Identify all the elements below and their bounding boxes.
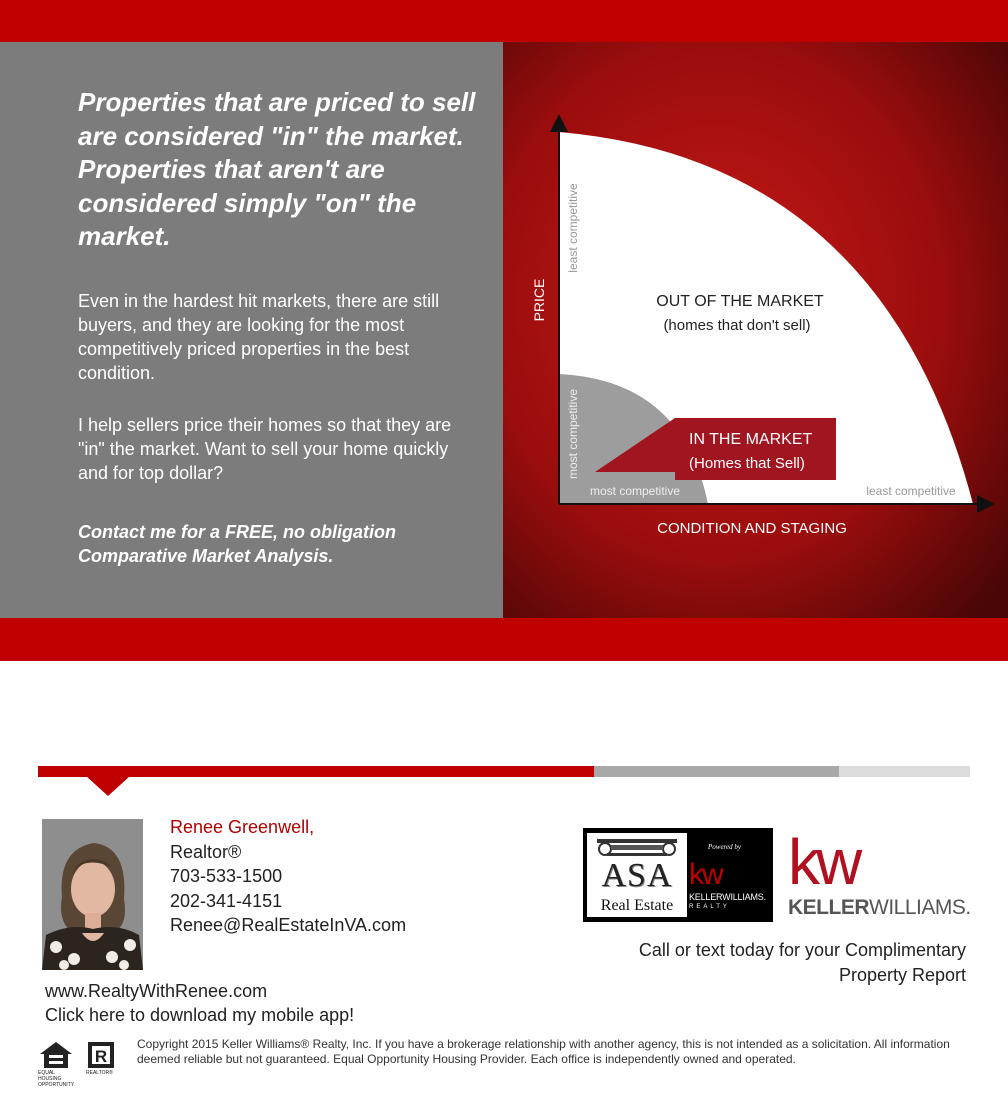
agent-name: Renee Greenwell, (170, 817, 315, 837)
kw-name-bold: KELLER (788, 896, 869, 919)
call-line-2: Property Report (838, 964, 966, 985)
keller-williams-logo-mark: kw (788, 826, 859, 898)
powered-by-label: Powered by (708, 843, 741, 851)
asa-letters: ASA (601, 857, 673, 894)
equal-housing-caption: EQUAL HOUSING OPPORTUNITY (38, 1070, 75, 1088)
out-of-market-subtitle: (homes that don't sell) (663, 317, 811, 334)
agent-photo (42, 819, 143, 970)
realtor-caption: REALTOR® (86, 1070, 113, 1076)
agent-email[interactable]: Renee@RealEstateInVA.com (170, 915, 407, 935)
divider-notch-icon (86, 776, 130, 796)
copyright-notice: Copyright 2015 Keller Williams® Realty, Inc. If you have a brokerage relationship with another agency, this is not intended as a solicitation. All information deemed reliable but not guaranteed. Equal Opportunity Housing Provider. Each office is independently owned and operated. (137, 1037, 950, 1066)
in-market-title: IN THE MARKET (689, 431, 813, 448)
mobile-app-link[interactable]: Click here to download my mobile app! (45, 1005, 355, 1025)
paragraph-sellers: I help sellers price their homes so that they are "in" the market. Want to sell your home quickly and for top dollar? (78, 415, 452, 483)
cta-text: Contact me for a FREE, no obligation Comparative Market Analysis. (78, 522, 397, 566)
in-market-subtitle: (Homes that Sell) (689, 455, 805, 472)
website-link[interactable]: www.RealtyWithRenee.com (45, 981, 268, 1001)
asa-kw-mark: kw (689, 858, 722, 891)
svg-text:R: R (94, 1047, 108, 1066)
kw-name-rest: WILLIAMS. (869, 896, 971, 919)
agent-phone-office[interactable]: 703-533-1500 (170, 866, 283, 886)
top-red-band (0, 0, 1008, 42)
x-right-label: least competitive (866, 484, 956, 498)
asa-logo-panel (587, 833, 687, 917)
y-bottom-label: most competitive (566, 388, 580, 480)
column-capital-icon (595, 837, 679, 857)
agent-title: Realtor® (170, 841, 242, 862)
headline: Properties that are priced to sell are considered "in" the market. Properties that aren't are considered simply "on" the market. (78, 87, 476, 252)
paragraph-buyers: Even in the hardest hit markets, there are still buyers, and they are looking for the most competitively priced properties in the best condition. (78, 291, 440, 383)
x-left-label: most competitive (589, 484, 681, 498)
agent-info (170, 815, 406, 938)
call-line-1: Call or text today for your Complimentary (638, 940, 966, 960)
x-axis-label: CONDITION AND STAGING (657, 520, 847, 537)
bottom-red-band (0, 618, 1008, 661)
keller-williams-logo-name (788, 896, 971, 920)
market-diagram (503, 42, 1008, 618)
asa-real-estate-logo (583, 828, 773, 922)
call-to-action (639, 938, 966, 987)
agent-phone-mobile[interactable]: 202-341-4151 (170, 890, 283, 911)
asa-kw-name: KELLERWILLIAMS. (689, 892, 766, 902)
agent-links (45, 979, 354, 1027)
y-axis-label: PRICE (531, 278, 547, 322)
y-top-label: least competitive (566, 183, 580, 273)
divider-gray-segment (594, 766, 839, 777)
asa-subtitle: Real Estate (600, 897, 674, 914)
asa-kw-realty: REALTY (689, 904, 730, 910)
divider-light-segment (839, 766, 970, 777)
out-of-market-title: OUT OF THE MARKET (656, 293, 824, 310)
